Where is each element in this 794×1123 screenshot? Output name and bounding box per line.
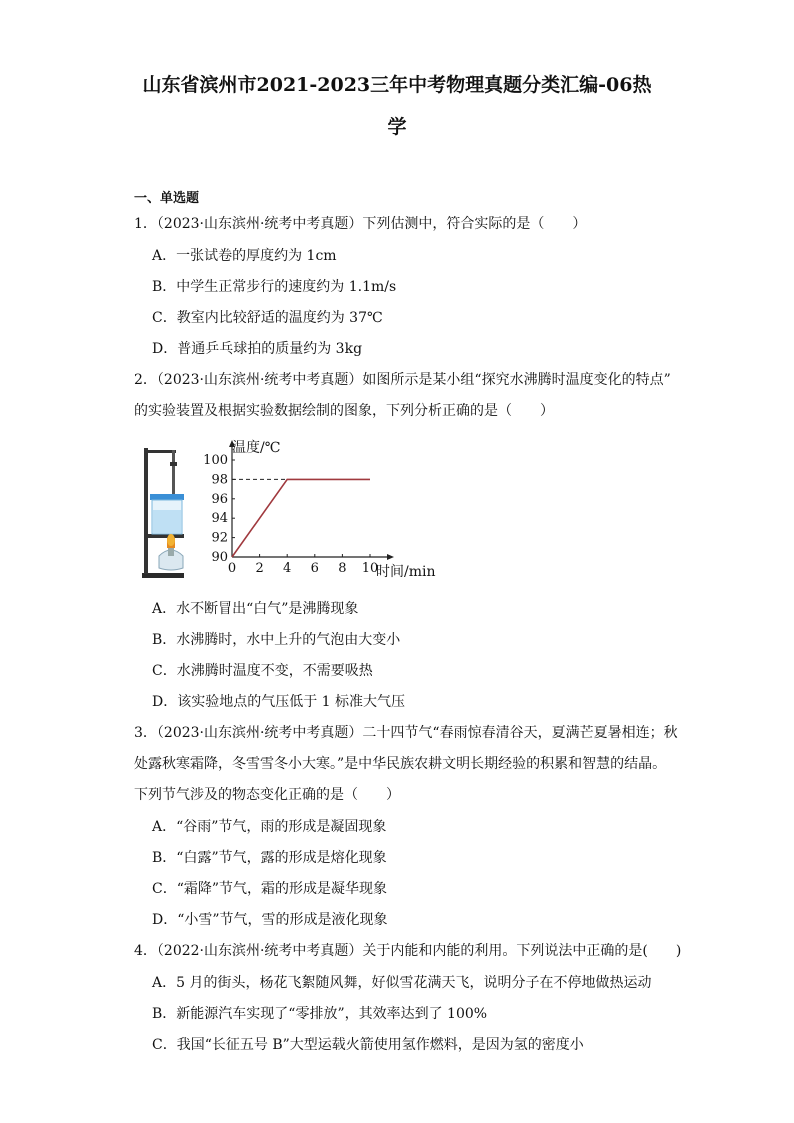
question-3-stem-line3: 下列节气涉及的物态变化正确的是（ ） bbox=[134, 787, 400, 803]
question-3-stem-line2: 处露秋寒霜降，冬雪雪冬小大寒。”是中华民族农耕文明长期经验的积累和智慧的结晶。 bbox=[134, 756, 667, 772]
chart-x-tick-label: 8 bbox=[338, 561, 347, 576]
question-4-option-c: C．我国“长征五号 B”大型运载火箭使用氢作燃料，是因为氢的密度小 bbox=[152, 1037, 584, 1053]
question-3-option-c: C．“霜降”节气，霜的形成是凝华现象 bbox=[152, 881, 388, 897]
question-2-stem-line1: 2．（2023·山东滨州·统考中考真题）如图所示是某小组“探究水沸腾时温度变化的特点” bbox=[134, 372, 671, 388]
document-title-line2: 学 bbox=[387, 116, 407, 138]
question-2-option-a: A．水不断冒出“白气”是沸腾现象 bbox=[152, 601, 359, 617]
question-3-stem-line1: 3．（2023·山东滨州·统考中考真题）二十四节气“春雨惊春清谷天，夏满芒夏暑相连；秋 bbox=[134, 725, 678, 741]
question-2-option-b: B．水沸腾时，水中上升的气泡由大变小 bbox=[152, 632, 401, 648]
question-1-option-a: A．一张试卷的厚度约为 1cm bbox=[152, 248, 337, 264]
question-4-option-a: A．5 月的街头，杨花飞絮随风舞，好似雪花满天飞，说明分子在不停地做热运动 bbox=[152, 975, 652, 991]
question-1-option-d: D．普通乒乓球拍的质量约为 3kg bbox=[152, 341, 363, 357]
question-2-option-c: C．水沸腾时温度不变，不需要吸热 bbox=[152, 663, 373, 679]
chart-x-axis-arrow bbox=[387, 554, 394, 560]
question-1-option-c: C．教室内比较舒适的温度约为 37℃ bbox=[152, 310, 383, 326]
chart-y-tick-label: 90 bbox=[211, 550, 228, 565]
question-3-option-d: D．“小雪”节气，雪的形成是液化现象 bbox=[152, 912, 388, 928]
boiling-apparatus-illustration bbox=[132, 440, 194, 580]
chart-y-tick-label: 100 bbox=[203, 453, 228, 468]
question-1-stem: 1．（2023·山东滨州·统考中考真题）下列估测中，符合实际的是（ ） bbox=[134, 216, 587, 232]
chart-x-tick-label: 10 bbox=[361, 561, 379, 576]
document-title-line1: 山东省滨州市2021-2023三年中考物理真题分类汇编-06热 bbox=[142, 74, 652, 96]
chart-x-axis-label: 时间/min bbox=[376, 564, 436, 580]
question-3-option-b: B．“白露”节气，露的形成是熔化现象 bbox=[152, 850, 387, 866]
chart-x-tick-label: 4 bbox=[283, 561, 292, 576]
chart-y-axis-label: 温度/℃ bbox=[232, 440, 281, 456]
chart-y-tick-label: 96 bbox=[211, 491, 228, 507]
question-1-option-b: B．中学生正常步行的速度约为 1.1m/s bbox=[152, 279, 397, 295]
chart-x-tick-label: 6 bbox=[310, 561, 319, 576]
question-3-option-a: A．“谷雨”节气，雨的形成是凝固现象 bbox=[152, 819, 387, 835]
question-4-option-b: B．新能源汽车实现了“零排放”，其效率达到了 100% bbox=[152, 1006, 488, 1022]
section-heading: 一、单选题 bbox=[134, 191, 200, 206]
chart-series-line bbox=[232, 479, 370, 557]
chart-y-tick-label: 92 bbox=[211, 530, 228, 546]
question-2-option-d: D．该实验地点的气压低于 1 标准大气压 bbox=[152, 694, 406, 710]
question-4-stem: 4．（2022·山东滨州·统考中考真题）关于内能和内能的利用。下列说法中正确的是( ) bbox=[134, 943, 682, 959]
temperature-time-chart bbox=[196, 436, 446, 582]
chart-x-tick-label: 0 bbox=[227, 561, 237, 576]
chart-y-tick-label: 98 bbox=[211, 472, 228, 488]
chart-x-tick-label: 2 bbox=[255, 561, 264, 576]
chart-y-tick-label: 94 bbox=[211, 511, 228, 527]
question-2-stem-line2: 的实验装置及根据实验数据绘制的图象，下列分析正确的是（ ） bbox=[134, 403, 554, 419]
